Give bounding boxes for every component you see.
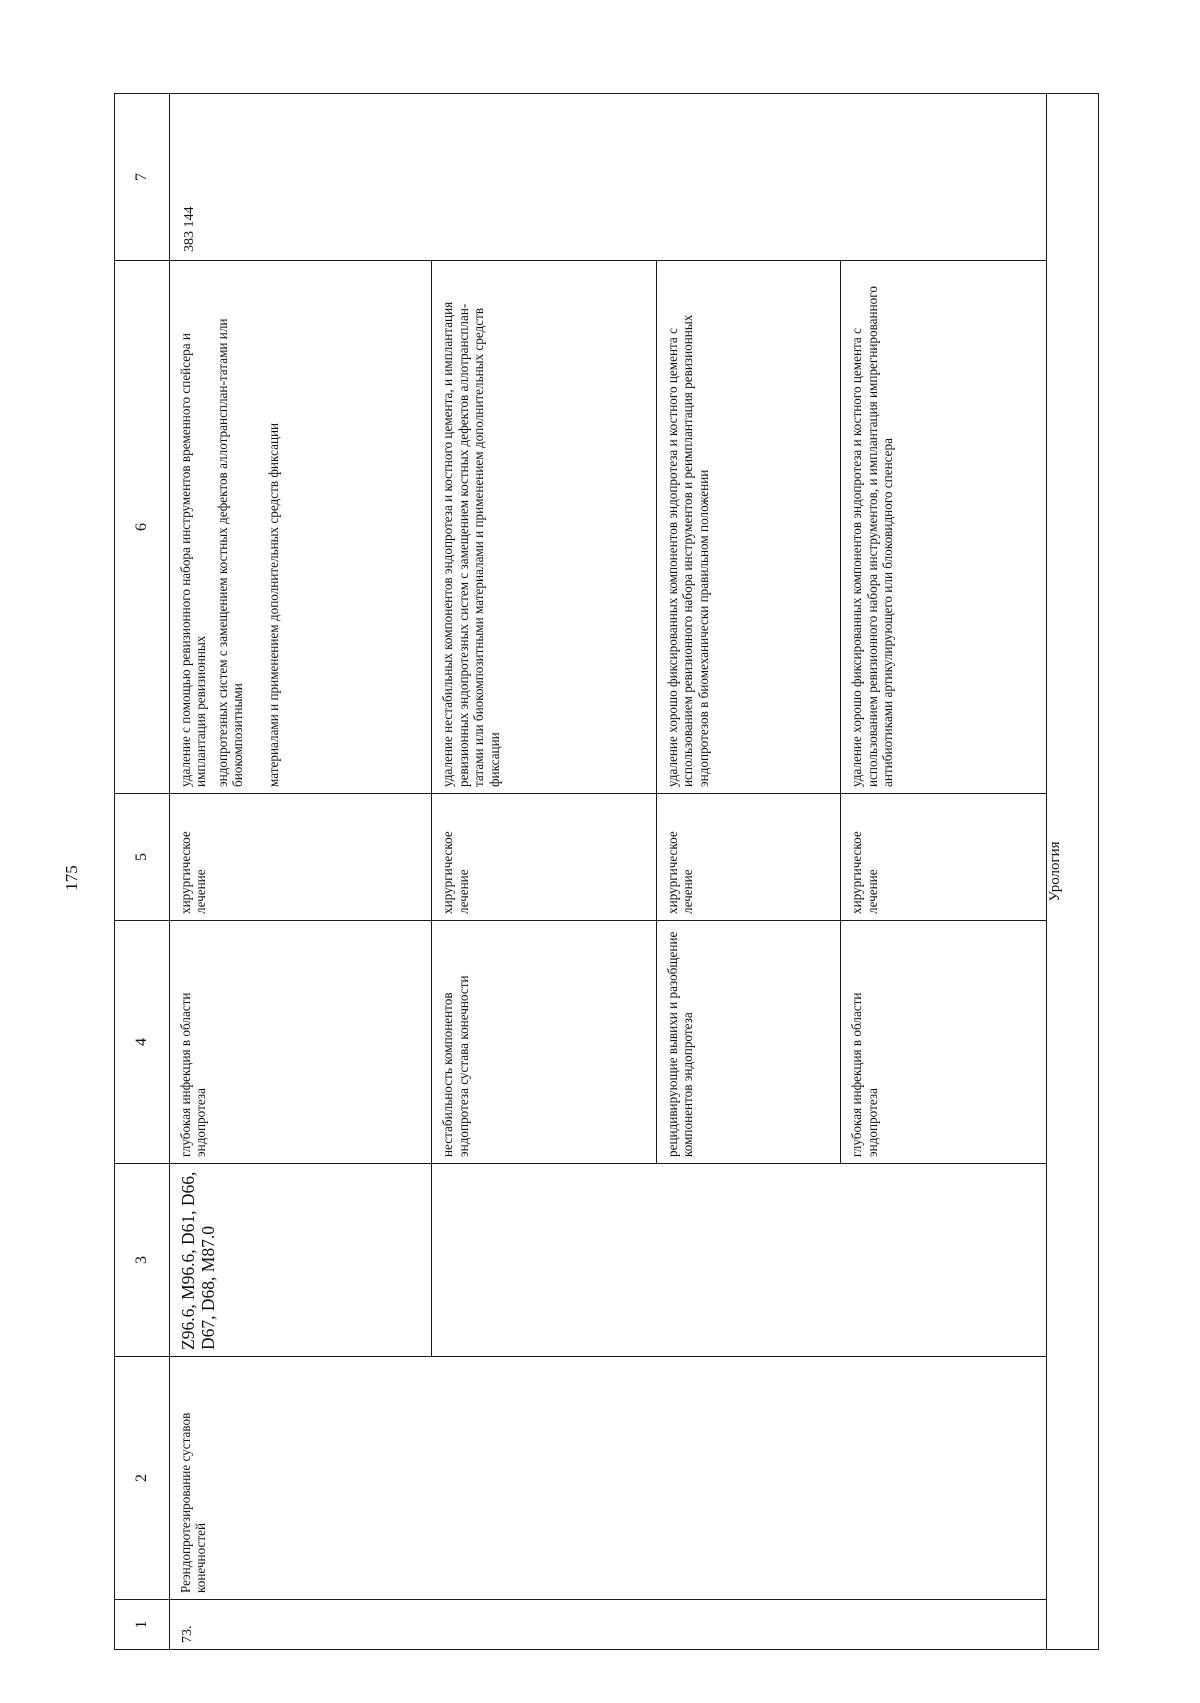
treatment-type: хирургическое лечение: [848, 831, 880, 914]
treatment-type-cell: [431, 794, 656, 921]
column-number-2: 2: [115, 1357, 170, 1600]
treatment-type-cell: [656, 794, 840, 921]
treatment-method: [170, 261, 292, 793]
disease-model: глубокая инфекция в области эндопротеза: [848, 992, 880, 1157]
table-row: [169, 94, 431, 1650]
treatment-method: удаление хорошо фиксированных компонентов эндопротеза и костного цемента с использованием ревизионного набора инструментов и реимплантация ревизионных эндопротезов в биомеханически правильном положении: [664, 314, 711, 787]
icd-codes-cell-empty: [431, 1164, 1046, 1357]
column-number-7: 7: [115, 94, 170, 261]
price-cell: [169, 94, 1046, 261]
treatment-method-cell: [169, 261, 431, 794]
treatment-method-cell: [431, 261, 656, 794]
icd-codes-cell: [169, 1164, 431, 1357]
procedures-table: [114, 93, 1099, 1650]
section-title: Урология: [1046, 94, 1099, 1650]
treatment-method: удаление нестабильных компонентов эндопротеза и костного цемента, и имплантация ревизионных эндопротезных систем с замещением костных дефектов аллотрансплан-татами или биокомпозитными материалами и применением дополнительных средств фиксации: [439, 301, 502, 787]
treatment-type: хирургическое лечение: [664, 831, 696, 914]
disease-model-cell: [656, 921, 840, 1164]
row-number: 73.: [179, 1625, 195, 1643]
row-number-cell: [169, 1600, 1046, 1650]
procedure-name-cell: [169, 1357, 1046, 1600]
disease-model-cell: [431, 921, 656, 1164]
column-number-5: 5: [115, 794, 170, 921]
disease-model-cell: [840, 921, 1046, 1164]
icd-codes: Z96.6, M96.6, D61, D66, D67, D68, M87.0: [177, 1171, 218, 1350]
treatment-method-part: удаление с помощью ревизионного набора инструментов временного спейсера и имплантация ревизионных: [177, 333, 209, 787]
treatment-type-cell: [840, 794, 1046, 921]
column-number-1: 1: [115, 1600, 170, 1650]
column-number-4: 4: [115, 921, 170, 1164]
treatment-method-cell: [840, 261, 1046, 794]
treatment-method-part: эндопротезных систем с замещением костных дефектов аллотрансплан-татами или биокомпозитными: [214, 318, 246, 787]
column-number-3: 3: [115, 1164, 170, 1357]
treatment-type-cell: [169, 794, 431, 921]
treatment-method: удаление хорошо фиксированных компонентов эндопротеза и костного цемента с использованием ревизионного набора инструментов, и имплантация импрегнированного антибиотиками артикулирующего или блоковидного спенсера: [848, 286, 896, 787]
page-number: 175: [62, 865, 81, 891]
treatment-type: хирургическое лечение: [439, 831, 471, 914]
column-number-6: 6: [115, 261, 170, 794]
disease-model: рецидивирующие вывихи и разобщение компонентов эндопротеза: [664, 931, 696, 1157]
treatment-type: хирургическое лечение: [177, 831, 209, 914]
disease-model: нестабильность компонентов эндопротеза сустава конечности: [439, 975, 471, 1157]
price-value: 383 144: [181, 206, 197, 252]
treatment-method-part: материалами и применением дополнительных средств фиксации: [265, 422, 281, 787]
disease-model-cell: [169, 921, 431, 1164]
rotated-sheet: [114, 94, 1099, 1650]
section-row: [1046, 94, 1099, 1650]
disease-model: глубокая инфекция в области эндопротеза: [177, 992, 209, 1157]
treatment-method-cell: [656, 261, 840, 794]
document-table-wrapper: [114, 94, 1099, 1650]
column-number-header: [115, 94, 170, 1650]
procedure-name: Реэндопротезирование суставов конечностей: [177, 1412, 209, 1593]
